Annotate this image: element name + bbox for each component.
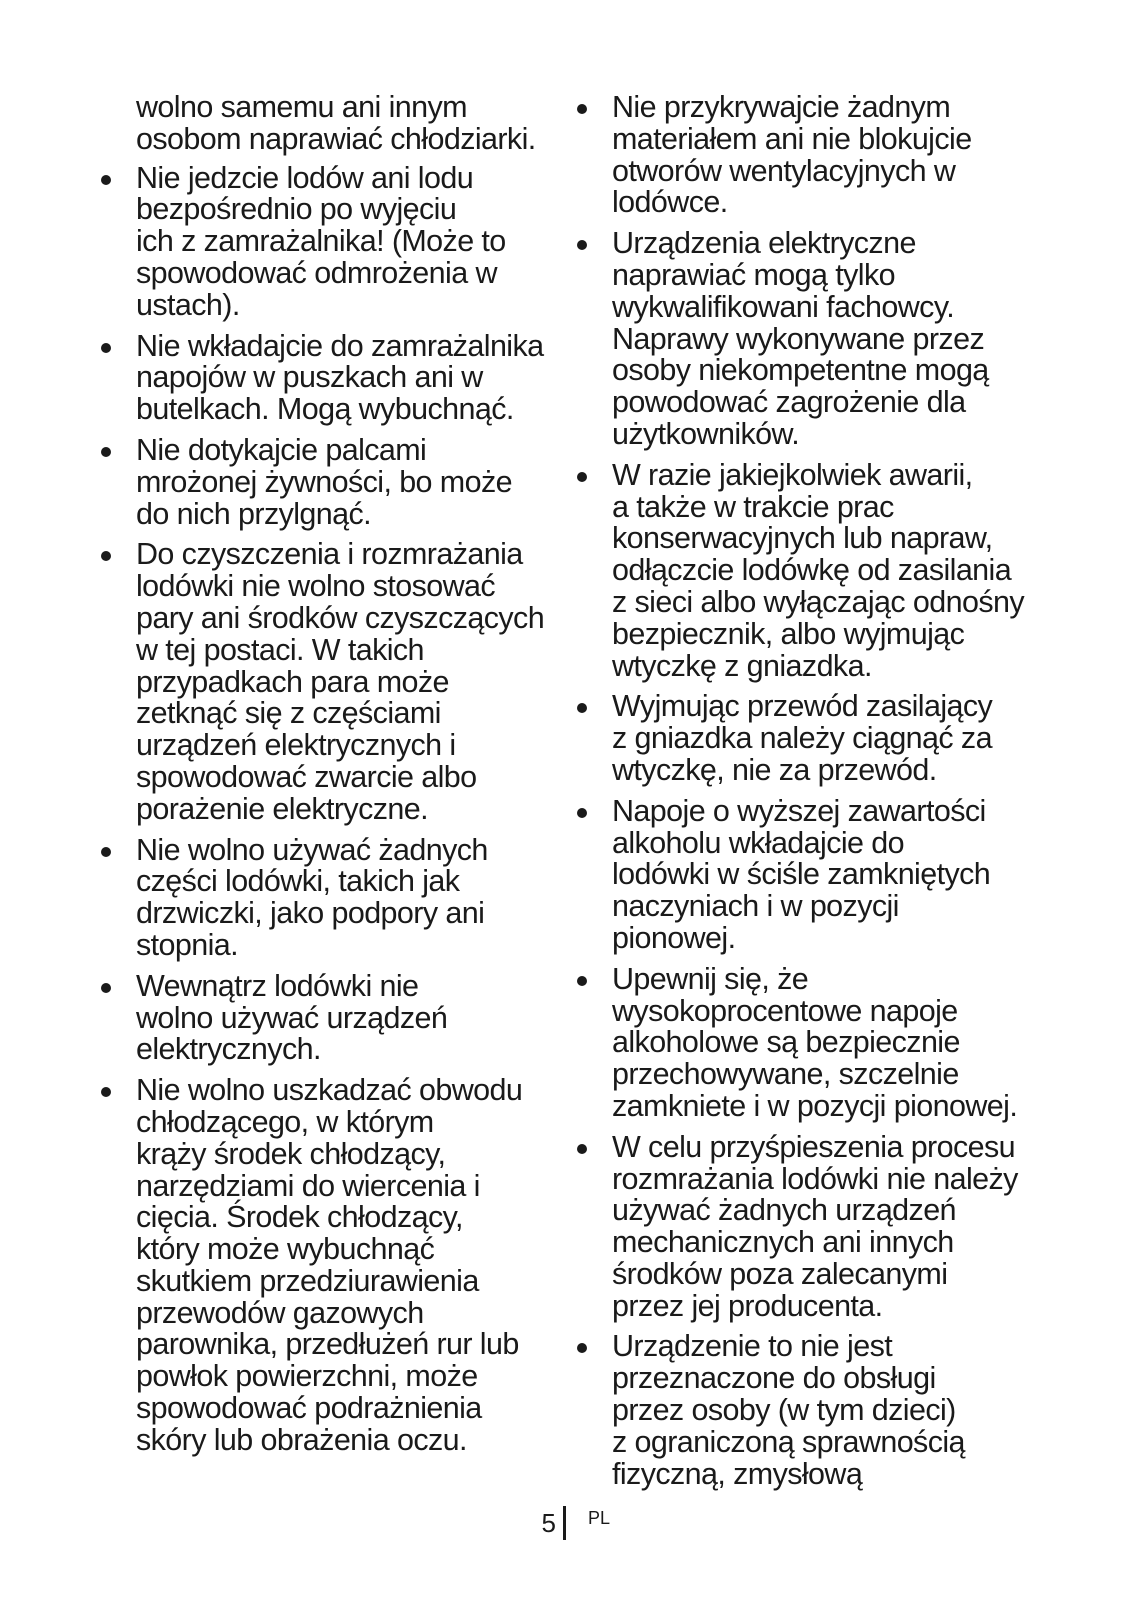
text-line: przez osoby (w tym dzieci) — [612, 1393, 956, 1428]
text-line: osobom naprawiać chłodziarki. — [136, 121, 536, 156]
text-line: cięcia. Środek chłodzący, — [136, 1200, 463, 1235]
text-line: skóry lub obrażenia oczu. — [136, 1422, 467, 1457]
text-line: alkoholowe są bezpiecznie — [612, 1025, 960, 1060]
list-item — [96, 160, 556, 322]
text-line: Nie wkładajcie do zamrażalnika — [136, 328, 544, 363]
text-line: Wyjmując przewód zasilający — [612, 689, 993, 724]
text-line: a także w trakcie prac — [612, 489, 894, 524]
continued-paragraph — [96, 92, 556, 156]
text-line: zetknąć się z częściami — [136, 696, 441, 731]
bullet-icon — [577, 240, 587, 250]
text-line: bezpiecznik, albo wyjmując — [612, 616, 965, 651]
text-line: lodówce. — [612, 185, 728, 220]
text-line: spowodować podrażnienia — [136, 1391, 482, 1426]
text-line: pionowej. — [612, 920, 736, 955]
text-line: bezpośrednio po wyjęciu — [136, 192, 457, 227]
text-line: fizyczną, zmysłową — [612, 1456, 863, 1491]
page-footer — [0, 1506, 1128, 1546]
text-line: alkoholu wkładajcie do — [612, 825, 904, 860]
right-bullet-list — [572, 92, 1042, 1490]
text-line: mechanicznych ani innych — [612, 1225, 954, 1260]
bullet-icon — [577, 104, 587, 114]
bullet-icon — [101, 847, 111, 857]
text-line: osoby niekompetentne mogą — [612, 353, 989, 388]
list-item — [572, 1331, 1042, 1490]
text-line: z sieci albo wyłączając odnośny — [612, 584, 1025, 619]
text-line: Nie dotykajcie palcami — [136, 432, 427, 467]
list-item — [96, 539, 556, 825]
text-line: przewodów gazowych — [136, 1295, 424, 1330]
bullet-icon — [101, 1087, 111, 1097]
bullet-icon — [101, 447, 111, 457]
text-line: otworów wentylacyjnych w — [612, 153, 956, 188]
text-line: wolno samemu ani innym — [136, 90, 467, 124]
list-item — [572, 92, 1042, 219]
text-line: Naprawy wykonywane przez — [612, 321, 985, 356]
list-item — [96, 968, 556, 1067]
left-column — [96, 92, 556, 1466]
text-line: krąży środek chłodzący, — [136, 1136, 446, 1171]
text-line: Urządzenia elektryczne — [612, 226, 916, 261]
text-line: naczyniach i w pozycji — [612, 889, 899, 924]
text-line: który może wybuchnąć — [136, 1232, 435, 1267]
text-line: środków poza zalecanymi — [612, 1256, 948, 1291]
text-line: Do czyszczenia i rozmrażania — [136, 537, 523, 572]
text-line: materiałem ani nie blokujcie — [612, 121, 972, 156]
text-line: przechowywane, szczelnie — [612, 1057, 959, 1092]
bullet-icon — [577, 808, 587, 818]
text-line: ustach). — [136, 287, 240, 322]
text-line: przeznaczone do obsługi — [612, 1361, 936, 1396]
text-line: wtyczkę, nie za przewód. — [612, 752, 937, 787]
text-line: W celu przyśpieszenia procesu — [612, 1129, 1016, 1164]
text-line: Urządzenie to nie jest — [612, 1329, 893, 1364]
list-item — [96, 832, 556, 962]
text-line: do nich przylgnąć. — [136, 496, 372, 531]
text-line: porażenie elektryczne. — [136, 791, 428, 826]
page-number: 5 — [541, 1508, 556, 1538]
text-line: lodówki w ściśle zamkniętych — [612, 857, 991, 892]
list-item — [572, 228, 1042, 451]
footer-divider — [563, 1506, 566, 1540]
bullet-icon — [577, 472, 587, 482]
text-line: napojów w puszkach ani w — [136, 360, 483, 395]
bullet-icon — [577, 703, 587, 713]
text-line: narzędziami do wiercenia i — [136, 1168, 480, 1203]
text-line: drzwiczki, jako podpory ani — [136, 896, 485, 931]
text-line: rozmrażania lodówki nie należy — [612, 1161, 1018, 1196]
text-line: butelkach. Mogą wybuchnąć. — [136, 392, 514, 427]
text-line: Napoje o wyższej zawartości — [612, 793, 986, 828]
text-line: użytkowników. — [612, 416, 800, 451]
text-line: skutkiem przedziurawienia — [136, 1263, 479, 1298]
list-item — [572, 961, 1042, 1123]
bullet-icon — [577, 1144, 587, 1154]
text-line: odłączcie lodówkę od zasilania — [612, 553, 1012, 588]
list-item — [96, 432, 556, 531]
text-line: elektrycznych. — [136, 1032, 321, 1067]
text-line: wolno używać urządzeń — [136, 1000, 448, 1035]
text-line: pary ani środków czyszczących — [136, 600, 545, 635]
bullet-icon — [101, 343, 111, 353]
text-line: zamkniete i w pozycji pionowej. — [612, 1088, 1018, 1123]
text-line: Upewnij się, że — [612, 961, 809, 996]
text-line: z ograniczoną sprawnością — [612, 1424, 965, 1459]
text-line: wysokoprocentowe napoje — [612, 993, 958, 1028]
bullet-icon — [101, 551, 111, 561]
text-line: Nie wolno używać żadnych — [136, 832, 488, 867]
text-line: Nie jedzcie lodów ani lodu — [136, 160, 474, 195]
text-line: części lodówki, takich jak — [136, 864, 460, 899]
text-line: urządzeń elektrycznych i — [136, 728, 456, 763]
text-line: naprawiać mogą tylko — [612, 257, 895, 292]
text-line: w tej postaci. W takich — [136, 632, 424, 667]
bullet-icon — [101, 983, 111, 993]
text-line: spowodować odmrożenia w — [136, 255, 497, 290]
text-line: ich z zamrażalnika! (Może to — [136, 224, 506, 259]
left-bullet-list — [96, 160, 556, 1457]
text-line: używać żadnych urządzeń — [612, 1193, 956, 1228]
list-item — [96, 1075, 556, 1457]
text-line: W razie jakiejkolwiek awarii, — [612, 457, 973, 492]
language-code: PL — [588, 1508, 611, 1528]
text-line: Wewnątrz lodówki nie — [136, 968, 419, 1003]
text-line: spowodować zwarcie albo — [136, 759, 477, 794]
text-line: lodówki nie wolno stosować — [136, 569, 496, 604]
bullet-icon — [101, 175, 111, 185]
list-item — [572, 691, 1042, 786]
text-line: wykwalifikowani fachowcy. — [612, 289, 955, 324]
text-line: chłodzącego, w którym — [136, 1104, 434, 1139]
text-line: przypadkach para może — [136, 664, 449, 699]
bullet-icon — [577, 1343, 587, 1353]
bullet-icon — [577, 976, 587, 986]
list-item — [572, 793, 1042, 955]
right-column — [572, 92, 1042, 1499]
text-line: wtyczkę z gniazdka. — [612, 648, 872, 683]
text-line: powodować zagrożenie dla — [612, 385, 966, 420]
text-line: przez jej producenta. — [612, 1288, 883, 1323]
text-line: Nie wolno uszkadzać obwodu — [136, 1073, 523, 1108]
list-item — [572, 457, 1042, 683]
list-item — [572, 1129, 1042, 1323]
text-line: z gniazdka należy ciągnąć za — [612, 721, 992, 756]
text-line: mrożonej żywności, bo może — [136, 464, 512, 499]
text-line: konserwacyjnych lub napraw, — [612, 521, 993, 556]
text-line: stopnia. — [136, 927, 239, 962]
text-line: parownika, przedłużeń rur lub — [136, 1327, 519, 1362]
text-line: Nie przykrywajcie żadnym — [612, 90, 951, 124]
text-line: powłok powierzchni, może — [136, 1359, 478, 1394]
list-item — [96, 328, 556, 427]
